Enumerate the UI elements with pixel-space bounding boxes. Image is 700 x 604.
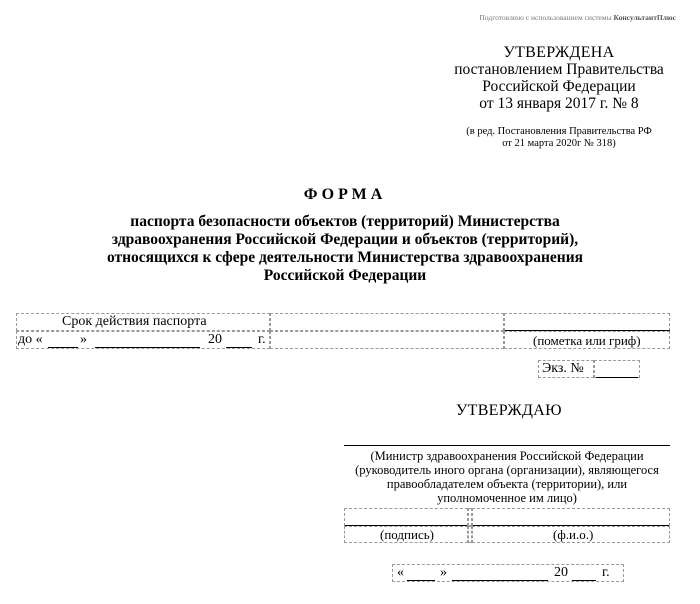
approve-month-field[interactable] — [452, 580, 548, 581]
validity-year-prefix: 20 — [208, 332, 222, 347]
approve-year-field[interactable] — [572, 580, 596, 581]
approver-line-2: (руководитель иного органа (организации), являющегося — [355, 463, 659, 477]
signature-label: (подпись) — [380, 527, 434, 542]
validity-until: до « — [18, 332, 43, 347]
stamp-label: (пометка или гриф) — [533, 333, 641, 348]
validity-month-field[interactable] — [95, 347, 200, 348]
form-subtitle-line-4: Российской Федерации — [263, 267, 427, 284]
approver-line-1: (Министр здравоохранения Российской Федерации — [370, 449, 644, 463]
stamp-field-cell — [504, 313, 670, 331]
form-subtitle-line-3: относящихся к сфере деятельности Министерства здравоохранения — [106, 249, 584, 266]
signature-field-cell — [344, 508, 468, 526]
form-subtitle-line-2: здравоохранения Российской Федерации и объектов (территорий), — [111, 231, 579, 248]
validity-label: Срок действия паспорта — [62, 314, 207, 329]
form-title: ФОРМА — [303, 186, 387, 203]
approve-date-open: « — [397, 565, 404, 580]
redaction-line-1: (в ред. Постановления Правительства РФ — [466, 126, 652, 137]
form-subtitle-line-1: паспорта безопасности объектов (территорий) Министерства — [130, 213, 560, 230]
approve-day-field[interactable] — [407, 580, 435, 581]
copy-number-cell — [594, 360, 640, 378]
approved-line-1: постановлением Правительства — [454, 61, 664, 78]
consultant-brand: КонсультантПлюс — [613, 13, 676, 22]
form-subtitle — [40, 213, 650, 285]
approver-line-3: правообладателем объекта (территории), или — [386, 477, 628, 491]
validity-date-spacer-cell — [270, 331, 504, 349]
copy-label: Экз. № — [542, 361, 584, 376]
validity-spacer-cell — [270, 313, 504, 331]
validity-year-field[interactable] — [226, 347, 252, 348]
validity-year-suffix: г. — [258, 332, 266, 347]
approved-line-3: от 13 января 2017 г. № 8 — [479, 95, 639, 112]
approve-year-prefix: 20 — [554, 565, 568, 580]
copy-number-field[interactable] — [596, 377, 638, 378]
approver-line-4: уполномоченное им лицо) — [437, 491, 577, 505]
approve-date-close: » — [440, 565, 447, 580]
consultant-prefix: Подготовлено с использованием системы — [479, 13, 614, 22]
redaction-note — [440, 126, 678, 150]
approved-line-2: Российской Федерации — [482, 78, 636, 95]
approver-description — [344, 449, 670, 505]
redaction-line-2: от 21 марта 2020г № 318) — [502, 138, 616, 149]
approved-block — [440, 44, 678, 112]
approver-position-line[interactable] — [344, 445, 670, 446]
approved-title: УТВЕРЖДЕНА — [503, 44, 615, 61]
name-label: (ф.и.о.) — [553, 527, 594, 542]
name-field-cell — [472, 508, 670, 526]
approve-year-suffix: г. — [602, 565, 610, 580]
approve-title: УТВЕРЖДАЮ — [456, 402, 562, 419]
consultant-note — [479, 13, 676, 22]
validity-quote-close: » — [80, 332, 87, 347]
validity-day-field[interactable] — [48, 347, 78, 348]
